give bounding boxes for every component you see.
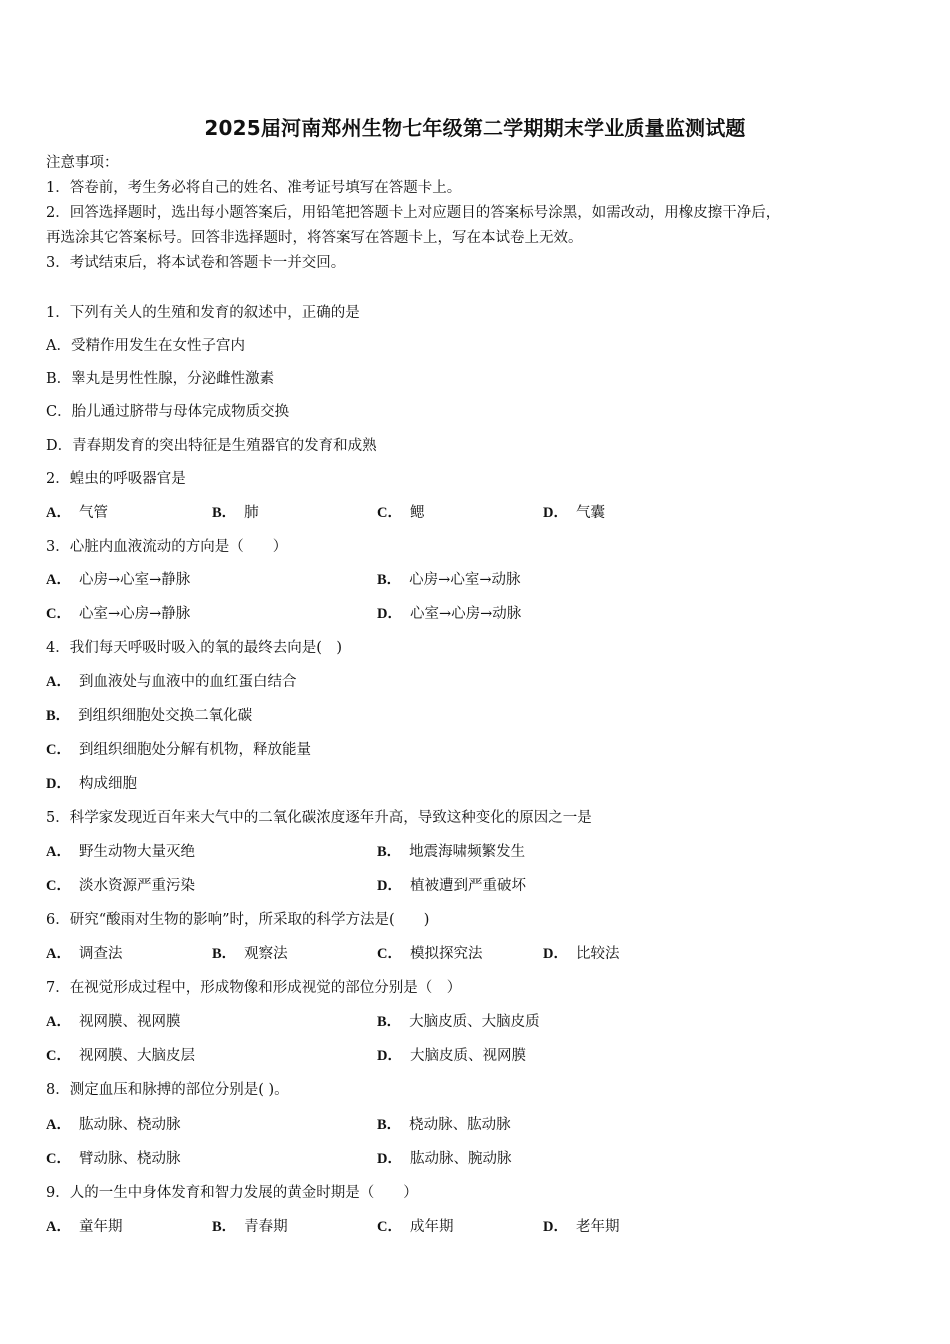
option-letter: D． (377, 878, 402, 894)
question-2-option-a (46, 501, 108, 522)
option-letter: C． (46, 606, 71, 622)
option-letter: D． (377, 1151, 402, 1167)
option-text: 调查法 (78, 946, 123, 962)
option-letter: A． (46, 505, 71, 521)
option-letter: B． (46, 708, 71, 724)
question-4-option-c (46, 738, 311, 759)
option-text: 视网膜、视网膜 (78, 1014, 181, 1030)
option-letter: B． (212, 1219, 237, 1235)
question-8-option-d (377, 1147, 511, 1168)
question-1-option-b: B．睾丸是男性性腺，分泌雌性激素 (46, 371, 275, 387)
question-4-option-a (46, 670, 296, 691)
option-letter: C． (46, 1151, 71, 1167)
option-text: 大脑皮质、视网膜 (409, 1048, 526, 1064)
option-letter: A． (46, 1014, 71, 1030)
option-letter: C． (377, 505, 402, 521)
question-8-option-c (46, 1147, 180, 1168)
option-text: 淡水资源严重污染 (78, 878, 195, 894)
question-3-stem: 3．心脏内血液流动的方向是（ ） (46, 539, 288, 555)
option-letter: C． (46, 1048, 71, 1064)
option-letter: A． (46, 1117, 71, 1133)
notice-item: 再选涂其它答案标号。回答非选择题时，将答案写在答题卡上，写在本试卷上无效。 (46, 230, 583, 246)
option-text: 到血液处与血液中的血红蛋白结合 (78, 674, 297, 690)
question-9-option-d (543, 1215, 619, 1236)
question-1-option-d: D．青春期发育的突出特征是生殖器官的发育和成熟 (46, 438, 377, 454)
option-letter: A． (46, 946, 71, 962)
question-5-option-c (46, 874, 195, 895)
question-2-stem: 2．蝗虫的呼吸器官是 (46, 471, 186, 487)
notice-section (46, 151, 906, 276)
question-9-option-b (212, 1215, 288, 1236)
option-text: 模拟探究法 (409, 946, 483, 962)
option-text: 大脑皮质、大脑皮质 (409, 1014, 540, 1030)
option-text: 肱动脉、桡动脉 (78, 1117, 181, 1133)
notice-item: 3．考试结束后，将本试卷和答题卡一并交回。 (46, 255, 346, 271)
question-8-stem: 8．测定血压和脉搏的部位分别是( )。 (46, 1082, 289, 1098)
question-7-stem: 7．在视觉形成过程中，形成物像和形成视觉的部位分别是（ ） (46, 980, 462, 996)
option-text: 心室→心房→动脉 (409, 606, 522, 622)
question-1-option-a: A．受精作用发生在女性子宫内 (46, 338, 245, 354)
option-text: 成年期 (409, 1219, 454, 1235)
option-text: 肱动脉、腕动脉 (409, 1151, 512, 1167)
question-2-option-d (543, 501, 605, 522)
question-8-option-a (46, 1113, 180, 1134)
question-5-option-a (46, 840, 195, 861)
option-letter: D． (543, 1219, 568, 1235)
question-6-option-a (46, 942, 122, 963)
option-text: 老年期 (575, 1219, 620, 1235)
option-letter: C． (46, 878, 71, 894)
option-letter: B． (377, 844, 402, 860)
option-letter: B． (377, 1117, 402, 1133)
question-7-option-b (377, 1010, 540, 1031)
option-text: 比较法 (575, 946, 620, 962)
option-letter: D． (377, 1048, 402, 1064)
option-letter: D． (543, 946, 568, 962)
option-text: 青春期 (244, 1219, 288, 1235)
question-4-option-d (46, 772, 137, 793)
option-text: 童年期 (78, 1219, 123, 1235)
question-6-stem: 6．研究“酸雨对生物的影响”时，所采取的科学方法是( ) (46, 912, 430, 928)
question-7-option-d (377, 1044, 526, 1065)
option-text: 气管 (78, 505, 108, 521)
option-letter: C． (46, 742, 71, 758)
option-letter: A． (46, 572, 71, 588)
question-4-option-b (46, 704, 252, 725)
question-9-stem: 9．人的一生中身体发育和智力发展的黄金时期是（ ） (46, 1185, 418, 1201)
notice-heading: 注意事项： (46, 155, 119, 171)
option-text: 植被遭到严重破坏 (409, 878, 526, 894)
question-7-option-a (46, 1010, 180, 1031)
question-6-option-b (212, 942, 288, 963)
option-letter: B． (377, 572, 402, 588)
option-letter: B． (212, 946, 237, 962)
question-6-option-d (543, 942, 619, 963)
question-7-option-c (46, 1044, 195, 1065)
option-letter: D． (543, 505, 568, 521)
option-text: 心房→心室→动脉 (409, 572, 521, 588)
question-1-stem: 1．下列有关人的生殖和发育的叙述中，正确的是 (46, 305, 360, 321)
option-text: 气囊 (575, 505, 605, 521)
option-letter: A． (46, 844, 71, 860)
notice-item: 2．回答选择题时，选出每小题答案后，用铅笔把答题卡上对应题目的答案标号涂黑，如需改动，用橡皮擦干净后， (46, 205, 781, 221)
question-9-option-c (377, 1215, 453, 1236)
option-letter: C． (377, 1219, 402, 1235)
option-letter: D． (46, 776, 71, 792)
question-6-option-c (377, 942, 482, 963)
question-9-option-a (46, 1215, 122, 1236)
option-text: 观察法 (244, 946, 288, 962)
option-text: 桡动脉、肱动脉 (409, 1117, 511, 1133)
page-title: 2025届河南郑州生物七年级第二学期期末学业质量监测试题 (204, 116, 746, 140)
option-text: 肺 (244, 505, 259, 521)
option-text: 心房→心室→静脉 (78, 572, 191, 588)
question-3-option-b (377, 568, 520, 589)
question-2-option-b (212, 501, 259, 522)
question-5-option-b (377, 840, 525, 861)
option-letter: B． (212, 505, 237, 521)
option-text: 构成细胞 (78, 776, 137, 792)
option-letter: D． (377, 606, 402, 622)
question-3-option-a (46, 568, 190, 589)
option-text: 臂动脉、桡动脉 (78, 1151, 181, 1167)
option-text: 野生动物大量灭绝 (78, 844, 195, 860)
option-text: 到组织细胞处交换二氧化碳 (78, 708, 253, 724)
question-5-option-d (377, 874, 526, 895)
question-2-option-c (377, 501, 424, 522)
option-letter: C． (377, 946, 402, 962)
option-text: 鳃 (409, 505, 425, 521)
option-letter: B． (377, 1014, 402, 1030)
notice-item: 1．答卷前，考生务必将自己的姓名、准考证号填写在答题卡上。 (46, 180, 462, 196)
option-letter: A． (46, 674, 71, 690)
question-3-option-d (377, 602, 521, 623)
option-text: 视网膜、大脑皮层 (78, 1048, 195, 1064)
question-8-option-b (377, 1113, 511, 1134)
question-4-stem: 4．我们每天呼吸时吸入的氧的最终去向是( ) (46, 640, 343, 656)
option-text: 到组织细胞处分解有机物，释放能量 (78, 742, 311, 758)
option-text: 心室→心房→静脉 (78, 606, 191, 622)
question-1-option-c: C．胎儿通过脐带与母体完成物质交换 (46, 404, 290, 420)
option-text: 地震海啸频繁发生 (409, 844, 526, 860)
question-5-stem: 5．科学家发现近百年来大气中的二氧化碳浓度逐年升高，导致这种变化的原因之一是 (46, 810, 592, 826)
option-letter: A． (46, 1219, 71, 1235)
question-3-option-c (46, 602, 190, 623)
